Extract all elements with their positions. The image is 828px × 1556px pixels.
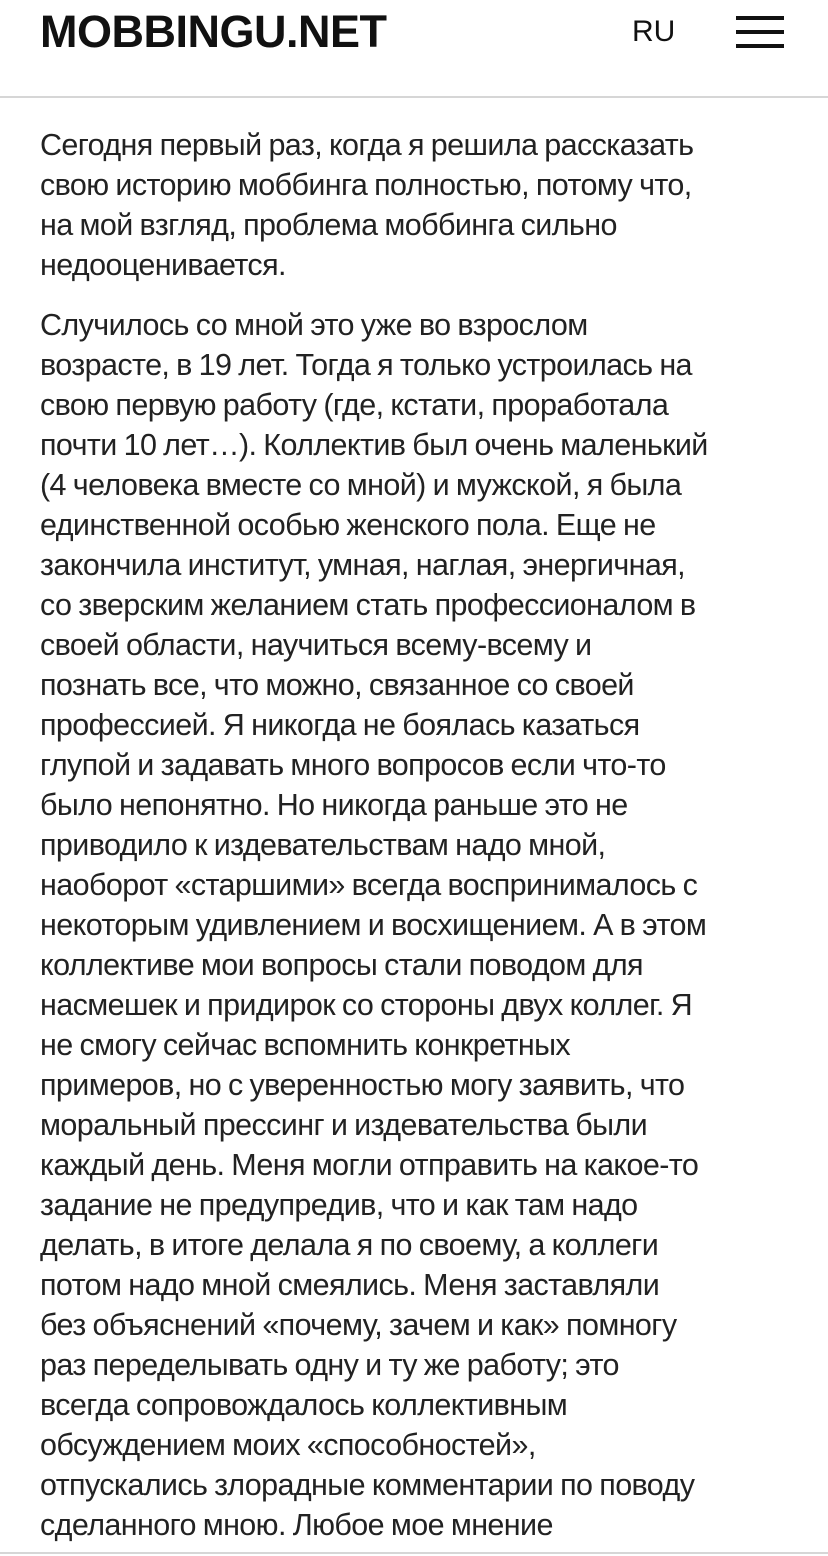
site-header <box>0 0 828 98</box>
article-body <box>40 125 800 1556</box>
article-paragraph-2 <box>40 305 800 1545</box>
text-line: профессией. Я никогда не боялась казаться <box>40 708 640 742</box>
bottom-divider <box>0 1552 828 1554</box>
site-logo[interactable]: MOBBINGU.NET <box>40 6 387 57</box>
menu-bar <box>736 30 784 34</box>
text-line: отпускались злорадные комментарии по поводу <box>40 1468 695 1502</box>
text-line: закончила институт, умная, наглая, энергичная, <box>40 548 686 582</box>
text-line: со зверским желанием стать профессионалом в <box>40 588 696 622</box>
text-line: (4 человека вместе со мной) и мужской, я была <box>40 468 682 502</box>
text-line: свою первую работу (где, кстати, проработала <box>40 388 669 422</box>
text-line: потом надо мной смеялись. Меня заставляли <box>40 1268 660 1302</box>
menu-bar <box>736 16 784 20</box>
text-line: коллективе мои вопросы стали поводом для <box>40 948 643 982</box>
text-line: примеров, но с уверенностью могу заявить, что <box>40 1068 685 1102</box>
text-line: недооценивается. <box>40 248 286 282</box>
text-line: моральный прессинг и издевательства были <box>40 1108 648 1142</box>
text-line: Сегодня первый раз, когда я решила рассказать <box>40 128 694 162</box>
hamburger-menu-icon[interactable] <box>736 16 784 48</box>
menu-bar <box>736 44 784 48</box>
text-line: обсуждением моих «способностей», <box>40 1428 536 1462</box>
text-line: каждый день. Меня могли отправить на какое-то <box>40 1148 699 1182</box>
text-line: не смогу сейчас вспомнить конкретных <box>40 1028 571 1062</box>
article-paragraph-1 <box>40 125 800 285</box>
text-line: задание не предупредив, что и как там надо <box>40 1188 638 1222</box>
text-line: Случилось со мной это уже во взрослом <box>40 308 588 342</box>
text-line: раз переделывать одну и ту же работу; это <box>40 1348 619 1382</box>
text-line: почти 10 лет…). Коллектив был очень маленький <box>40 428 708 462</box>
language-switcher[interactable]: RU <box>632 15 676 48</box>
text-line: без объяснений «почему, зачем и как» помногу <box>40 1308 677 1342</box>
text-line: познать все, что можно, связанное со своей <box>40 668 634 702</box>
text-line: единственной особью женского пола. Еще не <box>40 508 656 542</box>
text-line: сделанного мною. Любое мое мнение <box>40 1508 553 1542</box>
text-line: наоборот «старшими» всегда воспринималось с <box>40 868 698 902</box>
text-line: на мой взгляд, проблема моббинга сильно <box>40 208 617 242</box>
text-line: некоторым удивлением и восхищением. А в этом <box>40 908 707 942</box>
text-line: возрасте, в 19 лет. Тогда я только устроилась на <box>40 348 692 382</box>
text-line: приводило к издевательствам надо мной, <box>40 828 606 862</box>
text-line: всегда сопровождалось коллективным <box>40 1388 568 1422</box>
text-line: делать, в итоге делала я по своему, а коллеги <box>40 1228 659 1262</box>
text-line: было непонятно. Но никогда раньше это не <box>40 788 628 822</box>
text-line: свою историю моббинга полностью, потому что, <box>40 168 692 202</box>
text-line: своей области, научиться всему-всему и <box>40 628 592 662</box>
text-line: насмешек и придирок со стороны двух коллег. Я <box>40 988 693 1022</box>
text-line: глупой и задавать много вопросов если что-то <box>40 748 666 782</box>
